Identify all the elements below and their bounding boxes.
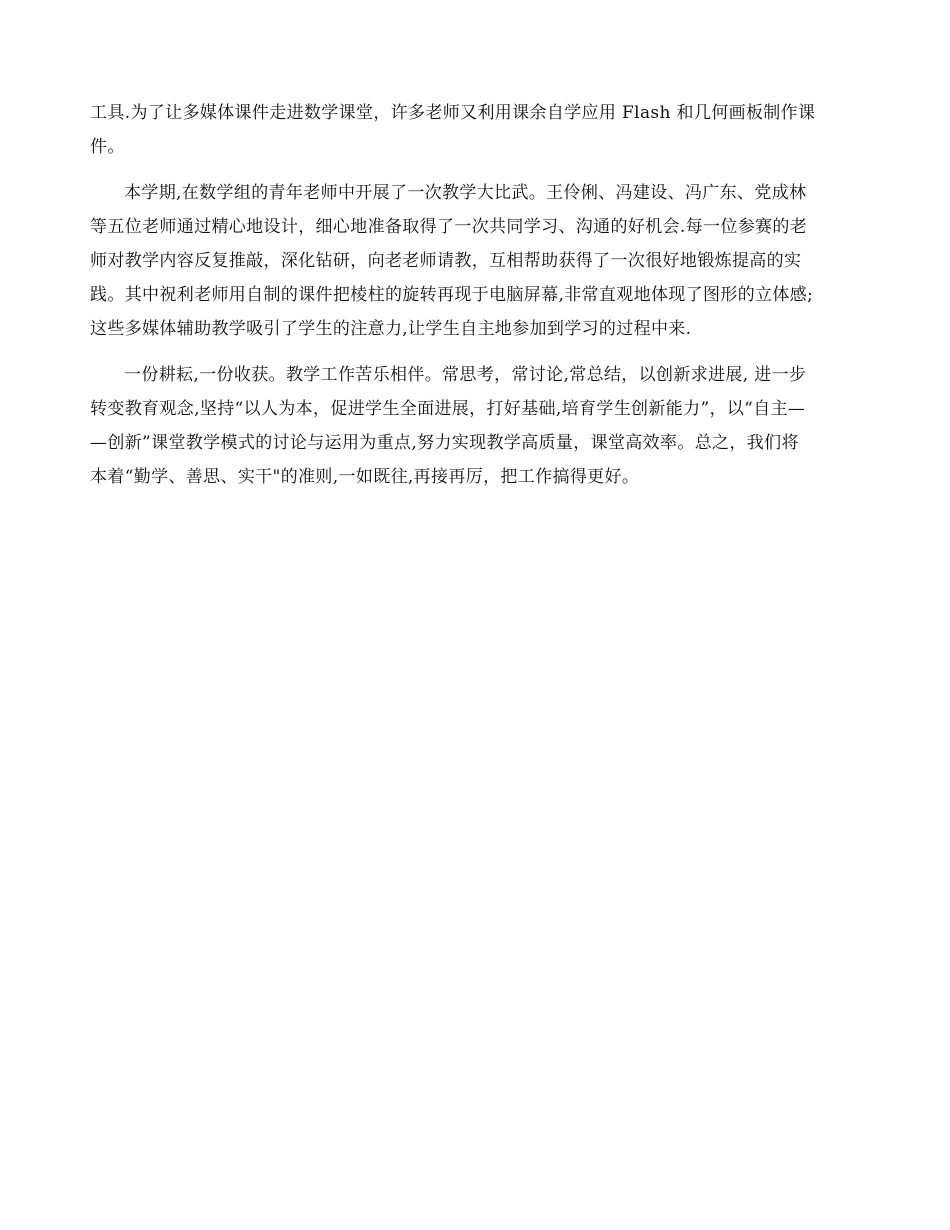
paragraph-spacer [90,346,860,358]
paragraph-2-line-4: 践。其中祝利老师用自制的课件把棱柱的旋转再现于电脑屏幕,非常直观地体现了图形的立体感; [90,285,814,305]
paragraph-2-line-3: 师对教学内容反复推敲，深化钻研，向老老师请教，互相帮助获得了一次很好地锻炼提高的实 [90,251,802,271]
paragraph-3-line-4: 本着“勤学、善思、实干"的准则,一如既往,再接再厉，把工作搞得更好。 [90,467,640,487]
paragraph-2-line-2: 等五位老师通过精心地设计，细心地准备取得了一次共同学习、沟通的好机会.每一位参赛的老 [90,217,808,237]
paragraph-1-line-1: 工具.为了让多媒体课件走进数学课堂，许多老师又利用课余自学应用 Flash 和几何画板制作课 [90,103,816,123]
paragraph-3-line-1: 一份耕耘,一份收获。教学工作苦乐相伴。常思考，常讨论,常总结，以创新求进展, 进一步 [124,365,807,385]
paragraph-spacer [90,164,860,176]
paragraph-3-line-3: —创新”课堂教学模式的讨论与运用为重点,努力实现教学高质量，课堂高效率。总之，我们将 [90,433,799,453]
paragraph-2-line-1: 本学期,在数学组的青年老师中开展了一次教学大比武。王伶俐、冯建设、冯广东、党成林 [124,183,807,203]
paragraph-3 [90,358,860,494]
paragraph-2 [90,176,860,346]
paragraph-3-line-2: 转变教育观念,坚持“以人为本，促进学生全面进展，打好基础,培育学生创新能力”，以“自主— [90,399,806,419]
document-body [90,96,860,494]
paragraph-1 [90,96,860,164]
paragraph-2-line-5: 这些多媒体辅助教学吸引了学生的注意力,让学生自主地参加到学习的过程中来. [90,319,692,339]
paragraph-1-line-2: 件。 [90,137,125,157]
